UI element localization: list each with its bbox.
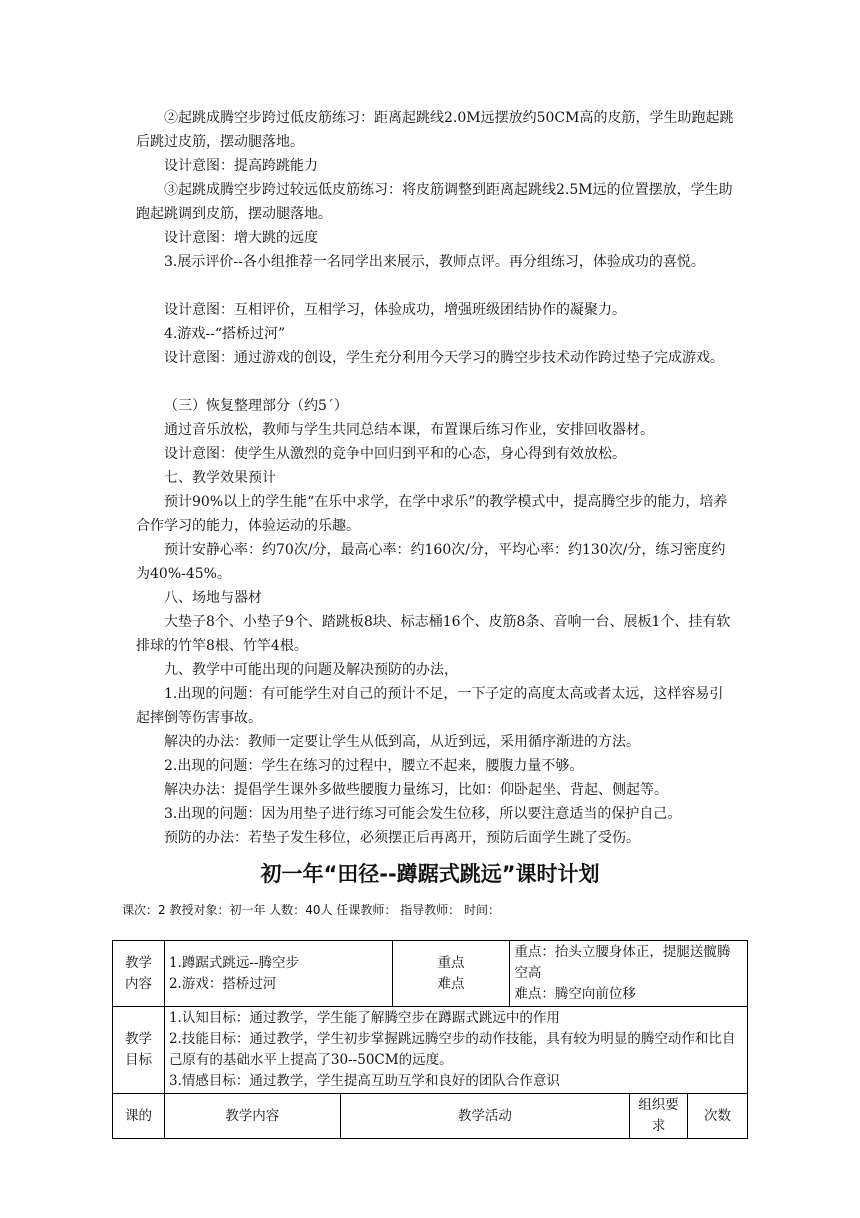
body-paragraph: 设计意图：提高跨跳能力 [164,158,318,174]
body-paragraph: 八、场地与器材 [164,590,262,606]
header-cell: 组织要求 [630,1094,688,1139]
keypoint-label-cell: 重点 难点 [392,941,510,1007]
table-row [113,941,748,1007]
body-paragraph: 设计意图：互相评价，互相学习，体验成功，增强班级团结协作的凝聚力。 [164,302,626,318]
lesson-meta-line: 课次：2 教授对象：初一年 人数：40人 任课教师： 指导教师： 时间： [122,903,500,917]
body-paragraph: 大垫子8个、小垫子9个、踏跳板8块、标志桶16个、皮筋8条、音响一台、展板1个、挂有软排球的竹竿8根、竹竿4根。 [136,614,731,654]
goal-label-cell: 教学 目标 [113,1007,165,1094]
goals-cell [164,1007,747,1094]
header-cell: 次数 [688,1094,748,1139]
body-paragraph: 九、教学中可能出现的问题及解决预防的办法， [164,662,458,678]
goal-item: 2.技能目标：通过教学，学生初步掌握跳远腾空步的动作技能，具有较为明显的腾空动作和比自己原有的基础水平上提高了30--50CM的远度。 [168,1031,736,1068]
goal-item: 1.认知目标：通过教学，学生能了解腾空步在蹲踞式跳远中的作用 [168,1010,560,1026]
body-paragraph: 预防的办法：若垫子发生移位，必须摆正后再离开，预防后面学生跳了受伤。 [164,830,640,846]
body-paragraph: ③起跳成腾空步跨过较远低皮筋练习：将皮筋调整到距离起跳线2.5M远的位置摆放，学生助跑起跳调到皮筋，摆动腿落地。 [136,182,733,222]
body-paragraph: 1.出现的问题：有可能学生对自己的预计不足，一下子定的高度太高或者太远，这样容易引起摔倒等伤害事故。 [136,686,724,726]
lesson-plan-title: 初一年“田径--蹲踞式跳远”课时计划 [260,862,600,886]
body-paragraph: 预计安静心率：约70次/分，最高心率：约160次/分，平均心率：约130次/分，练习密度约为40%-45%。 [136,542,726,582]
table-header-row [113,1094,748,1139]
body-paragraph: 3.展示评价--各小组推荐一名同学出来展示，教师点评。再分组练习，体验成功的喜悦。 [164,254,705,270]
content-label-cell: 教学 内容 [113,941,165,1007]
difficulty-text: 难点：腾空向前位移 [514,986,636,1002]
body-paragraph: 4.游戏--“搭桥过河” [164,326,286,342]
body-paragraph: 解决的办法：教师一定要让学生从低到高，从近到远，采用循序渐进的方法。 [164,734,640,750]
body-paragraph: （三）恢复整理部分（约5´） [164,398,348,414]
body-paragraph: 解决办法：提倡学生课外多做些腰腹力量练习，比如：仰卧起坐、背起、侧起等。 [164,782,668,798]
body-paragraph: 七、教学效果预计 [164,470,276,486]
body-paragraph: 设计意图：增大跳的远度 [164,230,318,246]
content-item: 1.蹲踞式跳远--腾空步 [168,954,299,971]
body-paragraph: 2.出现的问题：学生在练习的过程中，腰立不起来，腰腹力量不够。 [164,758,584,774]
lesson-plan-table [112,940,748,1139]
keypoint-text: 重点：抬头立腰身体正，提腿送髋腾空高 [514,944,731,981]
goal-item: 3.情感目标：通过教学，学生提高互助互学和良好的团队合作意识 [168,1073,560,1089]
body-paragraph: ②起跳成腾空步跨过低皮筋练习：距离起跳线2.0M远摆放约50CM高的皮筋，学生助跑起跳后跳过皮筋，摆动腿落地。 [136,110,734,150]
header-cell: 课的 [113,1094,165,1139]
keypoint-cell [510,941,748,1007]
body-paragraph: 3.出现的问题：因为用垫子进行练习可能会发生位移，所以要注意适当的保护自己。 [164,806,682,822]
table-row [113,1007,748,1094]
content-cell [164,941,392,1007]
header-cell: 教学内容 [164,1094,340,1139]
body-paragraph: 设计意图：使学生从激烈的竞争中回归到平和的心态，身心得到有效放松。 [164,446,626,462]
body-paragraph: 通过音乐放松，教师与学生共同总结本课，布置课后练习作业，安排回收器材。 [164,422,654,438]
header-cell: 教学活动 [340,1094,629,1139]
body-paragraph: 预计90%以上的学生能“在乐中求学，在学中求乐”的教学模式中，提高腾空步的能力，培养合作学习的能力，体验运动的乐趣。 [136,494,728,534]
body-paragraph: 设计意图：通过游戏的创设，学生充分利用今天学习的腾空步技术动作跨过垫子完成游戏。 [164,350,724,366]
content-item: 2.游戏：搭桥过河 [168,975,277,992]
